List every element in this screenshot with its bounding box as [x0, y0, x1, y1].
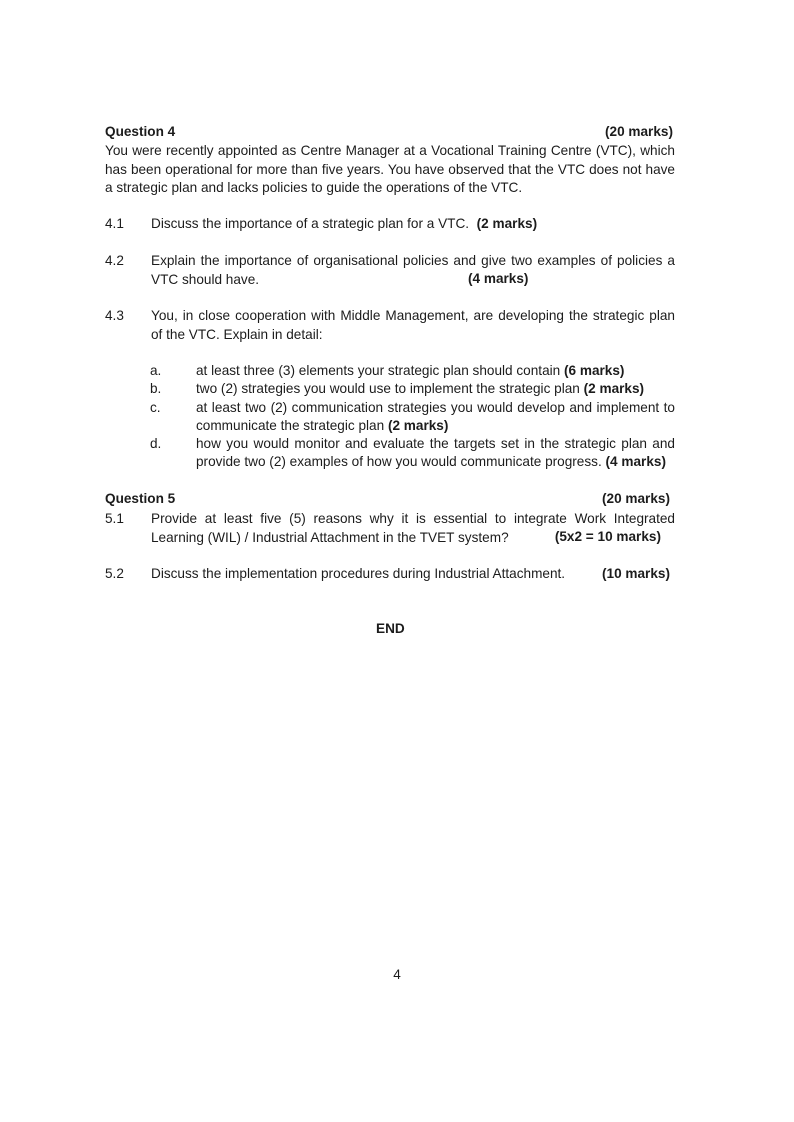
question-5-marks: (20 marks) — [601, 491, 670, 506]
sub-item-text: at least three (3) elements your strategic plan should contain (6 marks) — [196, 363, 625, 378]
end-label: END — [376, 621, 405, 636]
sub-item-marks: (4 marks) — [605, 454, 666, 469]
question-5-title: Question 5 — [105, 491, 176, 506]
item-number: 4.1 — [105, 216, 124, 231]
sub-item-letter: a. — [150, 363, 162, 378]
item-number: 5.1 — [105, 511, 124, 526]
item-text: You, in close cooperation with Middle Management, are developing the strategic plan of the VTC. Explain in detail: — [151, 308, 675, 342]
item-number: 5.2 — [105, 566, 124, 581]
item-text: Explain the importance of organisational policies and give two examples of policies a VTC should have. — [151, 253, 675, 287]
sub-item-letter: b. — [150, 381, 162, 396]
sub-item-marks: (6 marks) — [564, 363, 625, 378]
sub-item-text: how you would monitor and evaluate the targets set in the strategic plan and provide two (2) examples of how you would communicate progress. (4 marks) — [196, 436, 675, 469]
question-5-1-marks: (5x2 = 10 marks) — [554, 529, 661, 544]
page-number: 4 — [393, 967, 401, 982]
question-4-marks: (20 marks) — [604, 124, 673, 139]
question-4-2-marks: (4 marks) — [468, 271, 529, 286]
item-text: Provide at least five (5) reasons why it is essential to integrate Work Integrated Learning (WIL) / Industrial Attachment in the TVET system? — [151, 511, 675, 545]
question-4-2 — [105, 252, 675, 289]
sub-item-marks: (2 marks) — [387, 418, 449, 433]
sub-item-text: at least two (2) communication strategies you would develop and implement to communicate the strategic plan (2 marks) — [196, 400, 675, 433]
question-5-2-marks: (10 marks) — [601, 566, 670, 581]
item-text: Discuss the implementation procedures during Industrial Attachment. — [151, 566, 566, 581]
item-number: 4.3 — [105, 308, 124, 323]
item-number: 4.2 — [105, 253, 124, 268]
item-text: Discuss the importance of a strategic plan for a VTC. (2 marks) — [151, 216, 538, 231]
sub-item-text: two (2) strategies you would use to implement the strategic plan (2 marks) — [196, 381, 645, 396]
question-4-title: Question 4 — [105, 124, 176, 139]
sub-item-letter: d. — [150, 436, 162, 451]
item-marks: (2 marks) — [476, 216, 538, 231]
question-4-intro: You were recently appointed as Centre Manager at a Vocational Training Centre (VTC), which has been operational for more than five years. You have observed that the VTC does not have a strategic plan and lacks policies to guide the operations of the VTC. — [105, 143, 675, 195]
sub-item-letter: c. — [150, 400, 161, 415]
sub-item-marks: (2 marks) — [583, 381, 645, 396]
